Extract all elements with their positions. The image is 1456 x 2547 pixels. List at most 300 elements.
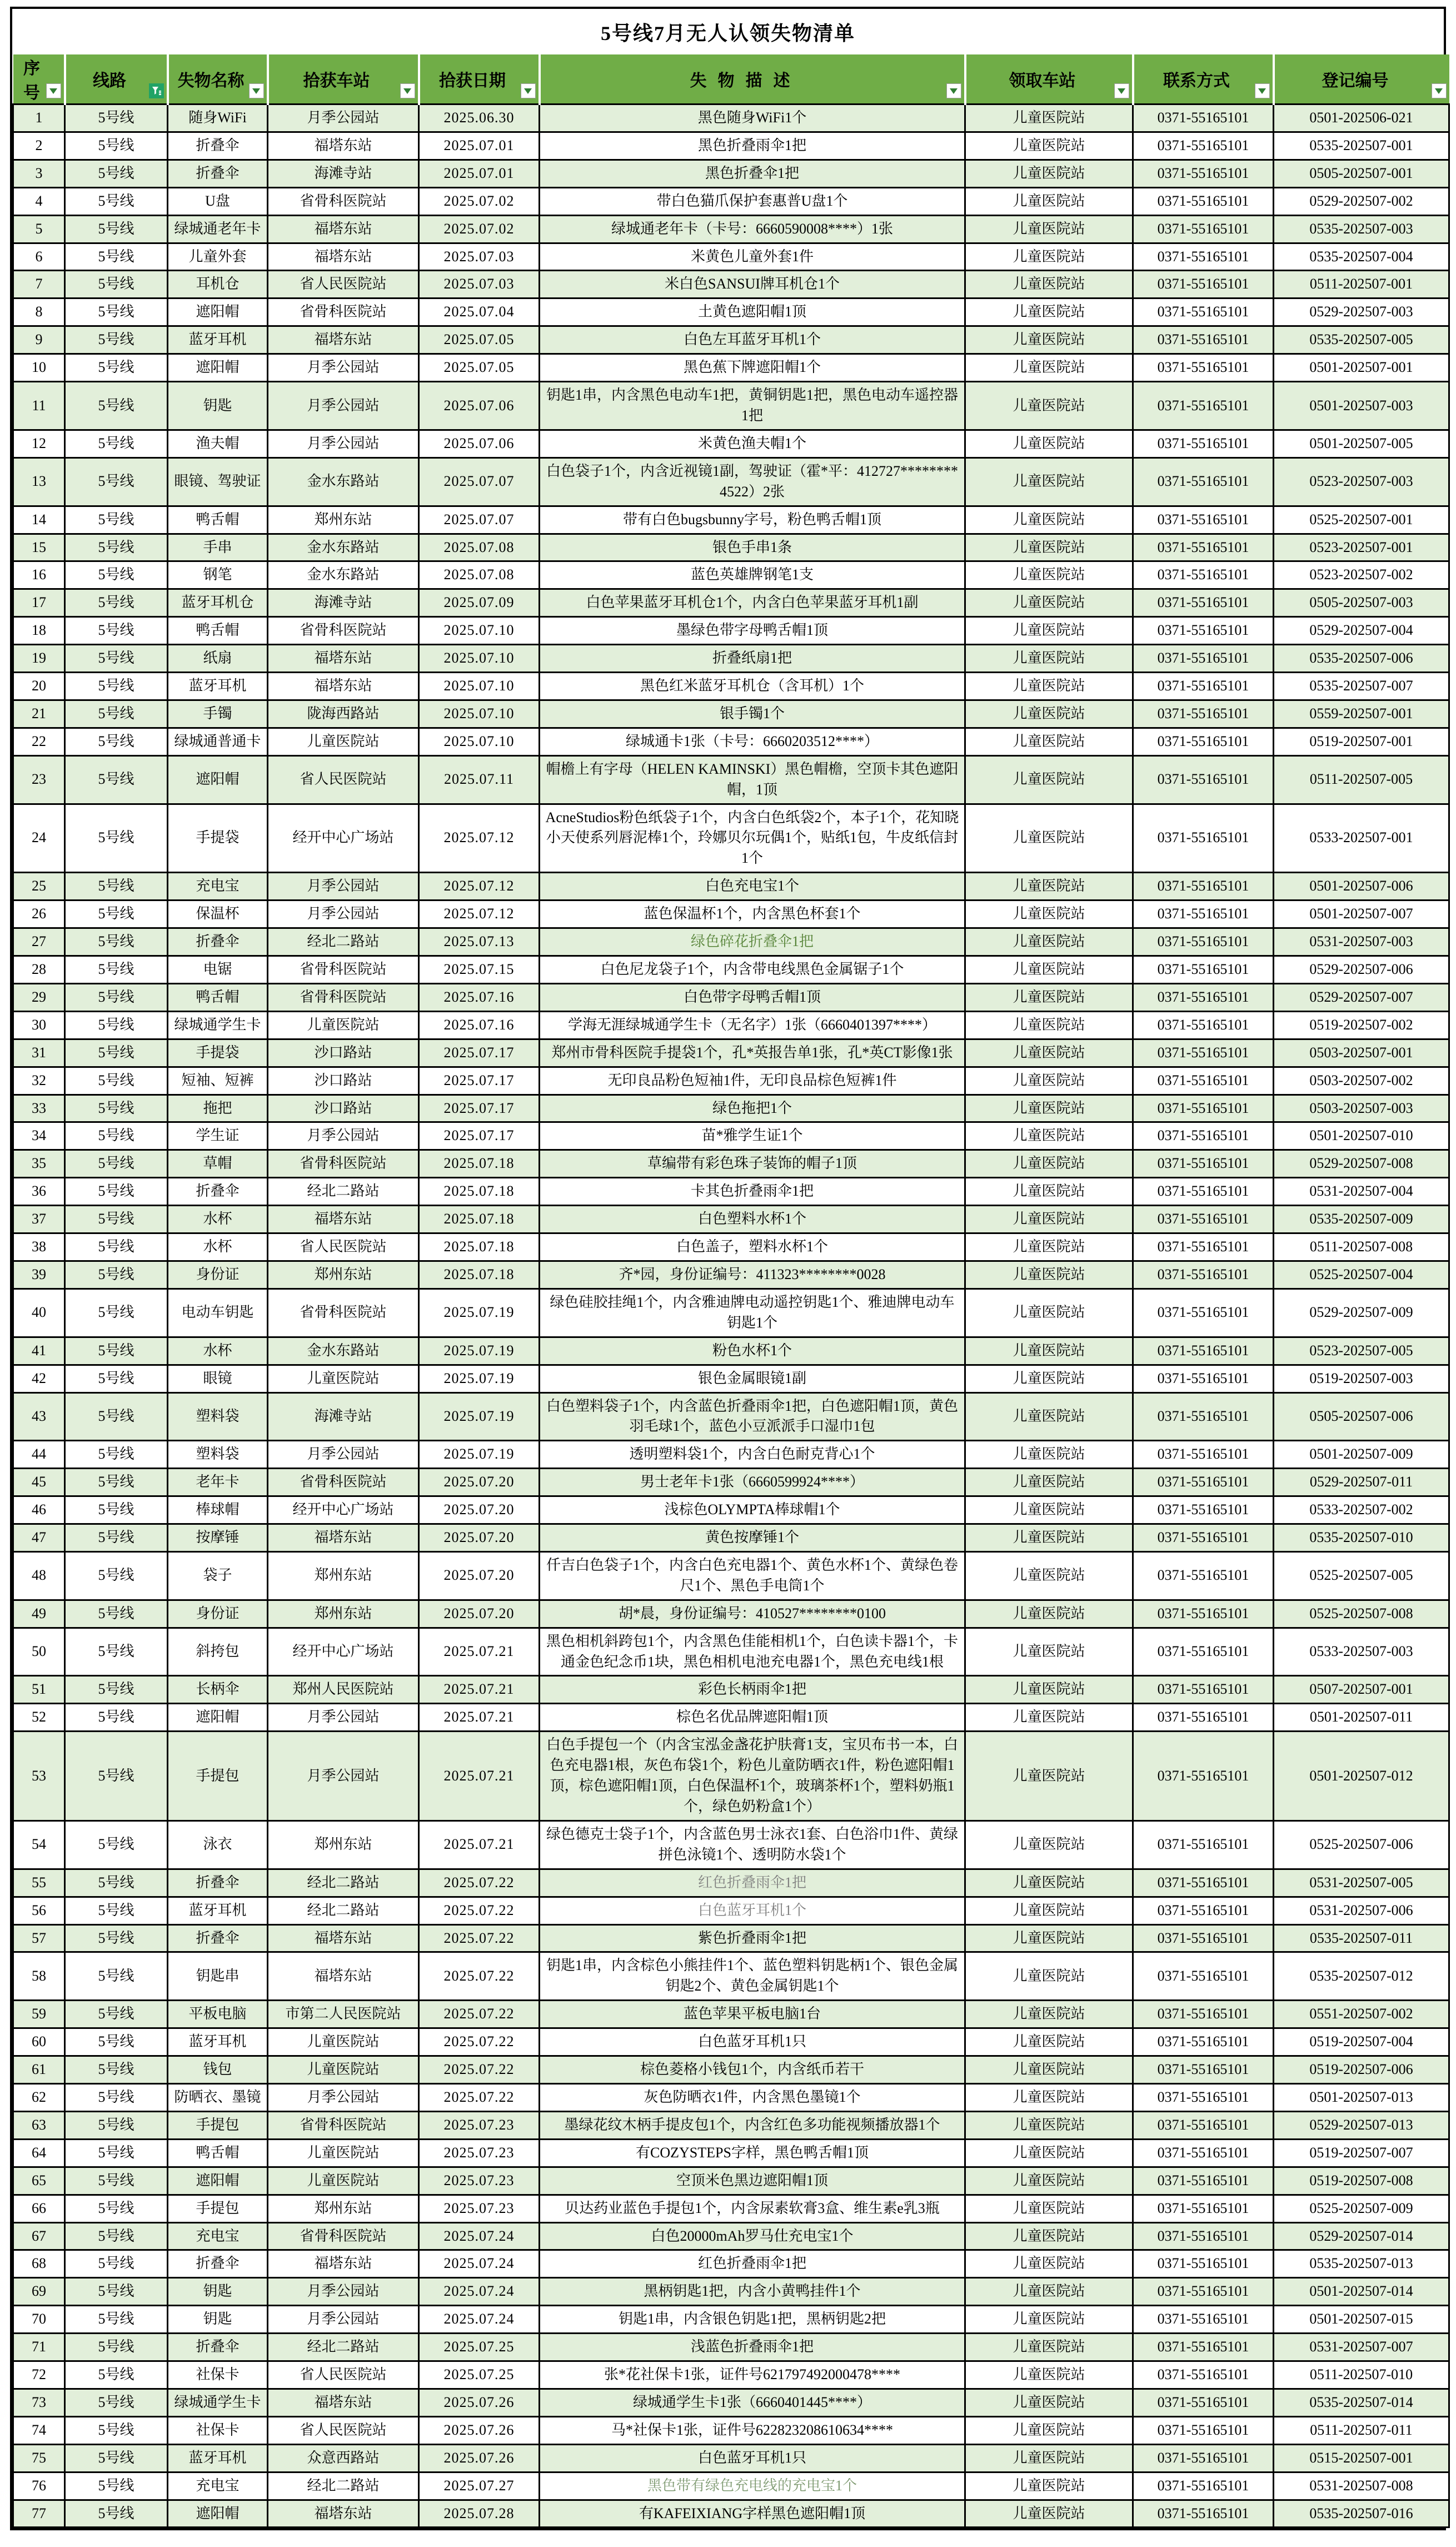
table-row <box>13 1261 1449 1289</box>
filter-dropdown-button[interactable] <box>1114 83 1129 98</box>
cell-station-found: 省骨科医院站 <box>268 1289 419 1337</box>
table-row <box>13 2389 1449 2416</box>
cell-station-found: 福塔东站 <box>268 673 419 700</box>
filter-dropdown-button[interactable] <box>249 83 264 98</box>
cell-pickup-station: 儿童医院站 <box>965 1551 1133 1600</box>
cell-contact-phone: 0371-55165101 <box>1133 534 1274 561</box>
column-header-label: 序号 <box>23 59 40 102</box>
cell-item-description: 白色带字母鸭舌帽1顶 <box>540 983 965 1011</box>
cell-serial-no: 29 <box>13 983 65 1011</box>
cell-line: 5号线 <box>65 1469 168 1496</box>
cell-serial-no: 48 <box>13 1551 65 1600</box>
table-row <box>13 589 1449 617</box>
cell-contact-phone: 0371-55165101 <box>1133 1600 1274 1628</box>
cell-contact-phone: 0371-55165101 <box>1133 2472 1274 2500</box>
table-row <box>13 1524 1449 1552</box>
cell-registration-no: 0535-202507-016 <box>1274 2500 1449 2528</box>
cell-line: 5号线 <box>65 354 168 382</box>
cell-serial-no: 4 <box>13 187 65 215</box>
cell-pickup-station: 儿童医院站 <box>965 1365 1133 1392</box>
cell-item-name: 随身WiFi <box>168 105 268 132</box>
table-row <box>13 2167 1449 2195</box>
cell-item-description: 白色20000mAh罗马仕充电宝1个 <box>540 2222 965 2250</box>
cell-pickup-station: 儿童医院站 <box>965 2278 1133 2306</box>
cell-registration-no: 0501-202507-012 <box>1274 1732 1449 1821</box>
cell-station-found: 福塔东站 <box>268 645 419 673</box>
table-row <box>13 1233 1449 1261</box>
cell-station-found: 福塔东站 <box>268 1952 419 2001</box>
cell-registration-no: 0501-202507-005 <box>1274 430 1449 457</box>
cell-pickup-station: 儿童医院站 <box>965 1206 1133 1233</box>
cell-serial-no: 77 <box>13 2500 65 2528</box>
cell-station-found: 省骨科医院站 <box>268 1150 419 1178</box>
cell-pickup-station: 儿童医院站 <box>965 673 1133 700</box>
cell-pickup-station: 儿童医院站 <box>965 700 1133 728</box>
cell-date-found: 2025.07.10 <box>419 700 540 728</box>
cell-line: 5号线 <box>65 1524 168 1552</box>
chevron-down-icon <box>1118 88 1125 94</box>
cell-contact-phone: 0371-55165101 <box>1133 1441 1274 1469</box>
cell-serial-no: 33 <box>13 1095 65 1122</box>
cell-registration-no: 0529-202507-013 <box>1274 2111 1449 2139</box>
table-row <box>13 2083 1449 2111</box>
cell-date-found: 2025.07.27 <box>419 2472 540 2500</box>
cell-item-description: 带白色猫爪保护套惠普U盘1个 <box>540 187 965 215</box>
cell-item-description: 白色塑料水杯1个 <box>540 1206 965 1233</box>
cell-item-name: 钥匙串 <box>168 1952 268 2001</box>
column-header-label: 领取车站 <box>1009 72 1076 90</box>
cell-serial-no: 24 <box>13 804 65 873</box>
cell-date-found: 2025.07.19 <box>419 1337 540 1365</box>
table-row <box>13 2334 1449 2361</box>
cell-item-name: 折叠伞 <box>168 1924 268 1952</box>
cell-date-found: 2025.07.17 <box>419 1039 540 1067</box>
cell-item-name: 眼镜、驾驶证 <box>168 457 268 506</box>
table-row <box>13 1150 1449 1178</box>
cell-date-found: 2025.07.15 <box>419 956 540 984</box>
cell-item-description: 男士老年卡1张（6660599924****） <box>540 1469 965 1496</box>
cell-pickup-station: 儿童医院站 <box>965 2334 1133 2361</box>
chevron-down-icon <box>49 88 57 94</box>
cell-item-name: 遮阳帽 <box>168 2167 268 2195</box>
cell-item-description: 绿色德克士袋子1个，内含蓝色男士泳衣1套、白色浴巾1件、黄绿拼色泳镜1个、透明防水袋1个 <box>540 1820 965 1869</box>
cell-date-found: 2025.06.30 <box>419 105 540 132</box>
cell-date-found: 2025.07.20 <box>419 1551 540 1600</box>
cell-line: 5号线 <box>65 1704 168 1732</box>
cell-date-found: 2025.07.10 <box>419 673 540 700</box>
cell-registration-no: 0501-202507-011 <box>1274 1704 1449 1732</box>
cell-contact-phone: 0371-55165101 <box>1133 804 1274 873</box>
chevron-down-icon <box>1435 88 1443 94</box>
cell-registration-no: 0501-202507-014 <box>1274 2278 1449 2306</box>
cell-line: 5号线 <box>65 1337 168 1365</box>
cell-registration-no: 0525-202507-008 <box>1274 1600 1449 1628</box>
cell-station-found: 省人民医院站 <box>268 2416 419 2444</box>
cell-line: 5号线 <box>65 901 168 928</box>
cell-contact-phone: 0371-55165101 <box>1133 1469 1274 1496</box>
cell-line: 5号线 <box>65 1551 168 1600</box>
cell-pickup-station: 儿童医院站 <box>965 956 1133 984</box>
cell-station-found: 儿童医院站 <box>268 728 419 755</box>
cell-contact-phone: 0371-55165101 <box>1133 2361 1274 2389</box>
cell-serial-no: 12 <box>13 430 65 457</box>
cell-item-description: 郑州市骨科医院手提袋1个，孔*英报告单1张，孔*英CT影像1张 <box>540 1039 965 1067</box>
table-row <box>13 804 1449 873</box>
cell-station-found: 郑州东站 <box>268 1820 419 1869</box>
cell-contact-phone: 0371-55165101 <box>1133 1337 1274 1365</box>
cell-registration-no: 0523-202507-005 <box>1274 1337 1449 1365</box>
cell-contact-phone: 0371-55165101 <box>1133 673 1274 700</box>
cell-station-found: 省骨科医院站 <box>268 2222 419 2250</box>
cell-item-description: 红色折叠雨伞1把 <box>540 1869 965 1897</box>
table-row <box>13 299 1449 326</box>
table-row <box>13 1441 1449 1469</box>
chevron-down-icon <box>403 88 411 94</box>
cell-serial-no: 53 <box>13 1732 65 1821</box>
filter-dropdown-button[interactable] <box>46 83 61 98</box>
cell-station-found: 月季公园站 <box>268 2083 419 2111</box>
cell-pickup-station: 儿童医院站 <box>965 645 1133 673</box>
cell-pickup-station: 儿童医院站 <box>965 187 1133 215</box>
cell-item-description: 米黄色渔夫帽1个 <box>540 430 965 457</box>
cell-item-name: 儿童外套 <box>168 243 268 271</box>
cell-item-description: 白色左耳蓝牙耳机1个 <box>540 326 965 354</box>
cell-line: 5号线 <box>65 1869 168 1897</box>
cell-registration-no: 0533-202507-003 <box>1274 1628 1449 1676</box>
cell-registration-no: 0501-202507-010 <box>1274 1122 1449 1150</box>
cell-line: 5号线 <box>65 1676 168 1704</box>
cell-item-description: 黑色折叠雨伞1把 <box>540 132 965 160</box>
cell-date-found: 2025.07.19 <box>419 1365 540 1392</box>
cell-pickup-station: 儿童医院站 <box>965 1524 1133 1552</box>
cell-contact-phone: 0371-55165101 <box>1133 561 1274 589</box>
cell-serial-no: 56 <box>13 1897 65 1924</box>
cell-serial-no: 35 <box>13 1150 65 1178</box>
cell-line: 5号线 <box>65 700 168 728</box>
table-row <box>13 755 1449 804</box>
table-row <box>13 1178 1449 1206</box>
cell-item-name: 蓝牙耳机 <box>168 326 268 354</box>
cell-contact-phone: 0371-55165101 <box>1133 1233 1274 1261</box>
cell-station-found: 月季公园站 <box>268 382 419 430</box>
cell-registration-no: 0501-202507-003 <box>1274 382 1449 430</box>
cell-registration-no: 0511-202507-001 <box>1274 271 1449 299</box>
cell-date-found: 2025.07.01 <box>419 160 540 187</box>
cell-registration-no: 0511-202507-010 <box>1274 2361 1449 2389</box>
cell-date-found: 2025.07.22 <box>419 2028 540 2056</box>
cell-station-found: 月季公园站 <box>268 1441 419 1469</box>
column-header-label: 联系方式 <box>1163 72 1230 90</box>
cell-contact-phone: 0371-55165101 <box>1133 2001 1274 2028</box>
cell-item-name: 遮阳帽 <box>168 1704 268 1732</box>
filter-dropdown-button[interactable] <box>521 83 536 98</box>
cell-date-found: 2025.07.21 <box>419 1732 540 1821</box>
title-row <box>12 9 1444 54</box>
table-row <box>13 187 1449 215</box>
cell-pickup-station: 儿童医院站 <box>965 1122 1133 1150</box>
cell-pickup-station: 儿童医院站 <box>965 160 1133 187</box>
cell-item-name: 手提包 <box>168 2195 268 2222</box>
cell-registration-no: 0501-202507-015 <box>1274 2306 1449 2334</box>
cell-item-description: 有COZYSTEPS字样，黑色鸭舌帽1顶 <box>540 2139 965 2167</box>
cell-contact-phone: 0371-55165101 <box>1133 2111 1274 2139</box>
cell-contact-phone: 0371-55165101 <box>1133 2028 1274 2056</box>
table-row <box>13 873 1449 901</box>
cell-date-found: 2025.07.26 <box>419 2416 540 2444</box>
cell-registration-no: 0535-202507-014 <box>1274 2389 1449 2416</box>
cell-serial-no: 2 <box>13 132 65 160</box>
cell-pickup-station: 儿童医院站 <box>965 506 1133 534</box>
cell-line: 5号线 <box>65 1261 168 1289</box>
cell-registration-no: 0535-202507-010 <box>1274 1524 1449 1552</box>
table-row <box>13 1122 1449 1150</box>
cell-serial-no: 40 <box>13 1289 65 1337</box>
cell-date-found: 2025.07.20 <box>419 1524 540 1552</box>
cell-serial-no: 70 <box>13 2306 65 2334</box>
cell-serial-no: 61 <box>13 2056 65 2084</box>
cell-date-found: 2025.07.04 <box>419 299 540 326</box>
cell-station-found: 陇海西路站 <box>268 700 419 728</box>
cell-contact-phone: 0371-55165101 <box>1133 2167 1274 2195</box>
cell-date-found: 2025.07.17 <box>419 1067 540 1095</box>
page-title: 5号线7月无人认领失物清单 <box>600 22 855 44</box>
table-header <box>13 54 1449 105</box>
cell-serial-no: 55 <box>13 1869 65 1897</box>
cell-pickup-station: 儿童医院站 <box>965 1469 1133 1496</box>
cell-station-found: 经开中心广场站 <box>268 1496 419 1524</box>
cell-station-found: 经开中心广场站 <box>268 804 419 873</box>
cell-item-description: 黑柄钥匙1把，内含小黄鸭挂件1个 <box>540 2278 965 2306</box>
cell-item-description: 银手镯1个 <box>540 700 965 728</box>
cell-registration-no: 0519-202507-006 <box>1274 2056 1449 2084</box>
cell-line: 5号线 <box>65 2416 168 2444</box>
cell-pickup-station: 儿童医院站 <box>965 901 1133 928</box>
cell-station-found: 经北二路站 <box>268 1178 419 1206</box>
lost-items-table <box>12 54 1450 2528</box>
cell-contact-phone: 0371-55165101 <box>1133 1067 1274 1095</box>
cell-contact-phone: 0371-55165101 <box>1133 2222 1274 2250</box>
active-filter-button[interactable] <box>149 83 164 98</box>
cell-item-name: 蓝牙耳机 <box>168 2028 268 2056</box>
cell-pickup-station: 儿童医院站 <box>965 755 1133 804</box>
cell-contact-phone: 0371-55165101 <box>1133 2334 1274 2361</box>
cell-line: 5号线 <box>65 187 168 215</box>
cell-item-description: 米黄色儿童外套1件 <box>540 243 965 271</box>
cell-item-name: 身份证 <box>168 1261 268 1289</box>
cell-line: 5号线 <box>65 2444 168 2472</box>
table-row <box>13 1011 1449 1039</box>
cell-pickup-station: 儿童医院站 <box>965 1897 1133 1924</box>
cell-date-found: 2025.07.06 <box>419 430 540 457</box>
column-header-label: 失物描述 <box>690 72 801 90</box>
cell-date-found: 2025.07.22 <box>419 1952 540 2001</box>
cell-station-found: 海滩寺站 <box>268 160 419 187</box>
column-header-label: 拾获车站 <box>303 72 370 90</box>
table-row <box>13 561 1449 589</box>
cell-registration-no: 0535-202507-012 <box>1274 1952 1449 2001</box>
cell-station-found: 郑州东站 <box>268 506 419 534</box>
cell-item-description: 白色手提包一个（内含宝泓金盏花护肤膏1支，宝贝布书一本，白色充电器1根，灰色布袋1个，粉色儿童防晒衣1件，粉色遮阳帽1顶，棕色遮阳帽1顶，白色保温杯1个，玻璃茶杯1个，塑料奶瓶1个，绿色奶粉盒1个） <box>540 1732 965 1821</box>
cell-station-found: 市第二人民医院站 <box>268 2001 419 2028</box>
cell-line: 5号线 <box>65 430 168 457</box>
cell-date-found: 2025.07.09 <box>419 589 540 617</box>
cell-contact-phone: 0371-55165101 <box>1133 1952 1274 2001</box>
cell-item-description: 白色蓝牙耳机1只 <box>540 2028 965 2056</box>
cell-date-found: 2025.07.22 <box>419 2056 540 2084</box>
cell-item-name: 钱包 <box>168 2056 268 2084</box>
cell-serial-no: 63 <box>13 2111 65 2139</box>
cell-pickup-station: 儿童医院站 <box>965 1095 1133 1122</box>
cell-registration-no: 0529-202507-006 <box>1274 956 1449 984</box>
table-row <box>13 1551 1449 1600</box>
cell-date-found: 2025.07.18 <box>419 1233 540 1261</box>
cell-pickup-station: 儿童医院站 <box>965 1869 1133 1897</box>
cell-station-found: 儿童医院站 <box>268 1365 419 1392</box>
cell-serial-no: 17 <box>13 589 65 617</box>
cell-contact-phone: 0371-55165101 <box>1133 1524 1274 1552</box>
cell-serial-no: 36 <box>13 1178 65 1206</box>
cell-contact-phone: 0371-55165101 <box>1133 1392 1274 1441</box>
cell-line: 5号线 <box>65 928 168 956</box>
cell-date-found: 2025.07.22 <box>419 1924 540 1952</box>
cell-pickup-station: 儿童医院站 <box>965 983 1133 1011</box>
cell-serial-no: 59 <box>13 2001 65 2028</box>
cell-line: 5号线 <box>65 1820 168 1869</box>
cell-line: 5号线 <box>65 271 168 299</box>
cell-line: 5号线 <box>65 2472 168 2500</box>
cell-item-description: 折叠纸扇1把 <box>540 645 965 673</box>
filter-dropdown-button[interactable] <box>1255 83 1270 98</box>
cell-contact-phone: 0371-55165101 <box>1133 354 1274 382</box>
column-header <box>13 54 65 105</box>
cell-item-description: 绿城通卡1张（卡号：6660203512****） <box>540 728 965 755</box>
cell-item-name: 老年卡 <box>168 1469 268 1496</box>
cell-date-found: 2025.07.26 <box>419 2444 540 2472</box>
cell-item-description: 白色塑料袋子1个，内含蓝色折叠雨伞1把，白色遮阳帽1顶，黄色羽毛球1个，蓝色小豆派派手口湿巾1包 <box>540 1392 965 1441</box>
cell-item-name: 绿城通普通卡 <box>168 728 268 755</box>
cell-line: 5号线 <box>65 1011 168 1039</box>
filter-dropdown-button[interactable] <box>400 83 415 98</box>
cell-contact-phone: 0371-55165101 <box>1133 1178 1274 1206</box>
cell-item-name: 遮阳帽 <box>168 299 268 326</box>
cell-registration-no: 0501-202507-007 <box>1274 901 1449 928</box>
cell-date-found: 2025.07.23 <box>419 2167 540 2195</box>
cell-serial-no: 64 <box>13 2139 65 2167</box>
cell-date-found: 2025.07.02 <box>419 215 540 243</box>
table-row <box>13 617 1449 645</box>
cell-pickup-station: 儿童医院站 <box>965 1496 1133 1524</box>
cell-serial-no: 42 <box>13 1365 65 1392</box>
cell-serial-no: 60 <box>13 2028 65 2056</box>
cell-serial-no: 66 <box>13 2195 65 2222</box>
table-row <box>13 2001 1449 2028</box>
cell-item-description: 墨绿色带字母鸭舌帽1顶 <box>540 617 965 645</box>
cell-serial-no: 5 <box>13 215 65 243</box>
cell-line: 5号线 <box>65 160 168 187</box>
cell-item-name: 钢笔 <box>168 561 268 589</box>
cell-item-description: 苗*雅学生证1个 <box>540 1122 965 1150</box>
cell-serial-no: 22 <box>13 728 65 755</box>
cell-pickup-station: 儿童医院站 <box>965 2111 1133 2139</box>
cell-serial-no: 43 <box>13 1392 65 1441</box>
cell-pickup-station: 儿童医院站 <box>965 2416 1133 2444</box>
cell-item-name: 蓝牙耳机 <box>168 1897 268 1924</box>
cell-registration-no: 0531-202507-004 <box>1274 1178 1449 1206</box>
chevron-down-icon <box>524 88 532 94</box>
cell-station-found: 省骨科医院站 <box>268 983 419 1011</box>
cell-station-found: 福塔东站 <box>268 1524 419 1552</box>
cell-line: 5号线 <box>65 1067 168 1095</box>
cell-registration-no: 0525-202507-006 <box>1274 1820 1449 1869</box>
cell-contact-phone: 0371-55165101 <box>1133 506 1274 534</box>
cell-line: 5号线 <box>65 1952 168 2001</box>
cell-station-found: 经北二路站 <box>268 2334 419 2361</box>
cell-contact-phone: 0371-55165101 <box>1133 956 1274 984</box>
cell-line: 5号线 <box>65 2139 168 2167</box>
cell-line: 5号线 <box>65 2361 168 2389</box>
cell-registration-no: 0525-202507-001 <box>1274 506 1449 534</box>
cell-line: 5号线 <box>65 804 168 873</box>
table-row <box>13 215 1449 243</box>
cell-item-description: 绿城通学生卡1张（6660401445****） <box>540 2389 965 2416</box>
filter-dropdown-button[interactable] <box>1432 83 1447 98</box>
table-row <box>13 1600 1449 1628</box>
table-row <box>13 2472 1449 2500</box>
cell-serial-no: 30 <box>13 1011 65 1039</box>
cell-item-name: 棒球帽 <box>168 1496 268 1524</box>
cell-pickup-station: 儿童医院站 <box>965 271 1133 299</box>
filter-dropdown-button[interactable] <box>946 83 961 98</box>
table-row <box>13 2278 1449 2306</box>
cell-station-found: 福塔东站 <box>268 326 419 354</box>
cell-item-description: 黑色红米蓝牙耳机仓（含耳机）1个 <box>540 673 965 700</box>
cell-line: 5号线 <box>65 215 168 243</box>
cell-pickup-station: 儿童医院站 <box>965 804 1133 873</box>
cell-serial-no: 18 <box>13 617 65 645</box>
cell-item-name: 折叠伞 <box>168 928 268 956</box>
cell-contact-phone: 0371-55165101 <box>1133 2500 1274 2528</box>
cell-date-found: 2025.07.19 <box>419 1289 540 1337</box>
chevron-down-icon <box>1258 88 1266 94</box>
cell-station-found: 月季公园站 <box>268 1732 419 1821</box>
cell-line: 5号线 <box>65 2278 168 2306</box>
cell-date-found: 2025.07.10 <box>419 728 540 755</box>
table-row <box>13 1095 1449 1122</box>
cell-pickup-station: 儿童医院站 <box>965 1337 1133 1365</box>
cell-line: 5号线 <box>65 1039 168 1067</box>
cell-item-description: 有KAFEIXIANG字样黑色遮阳帽1顶 <box>540 2500 965 2528</box>
cell-pickup-station: 儿童医院站 <box>965 1732 1133 1821</box>
cell-date-found: 2025.07.18 <box>419 1261 540 1289</box>
cell-item-name: 手提袋 <box>168 804 268 873</box>
table-row <box>13 1067 1449 1095</box>
cell-registration-no: 0501-202506-021 <box>1274 105 1449 132</box>
cell-line: 5号线 <box>65 617 168 645</box>
cell-pickup-station: 儿童医院站 <box>965 1011 1133 1039</box>
cell-line: 5号线 <box>65 1732 168 1821</box>
cell-date-found: 2025.07.21 <box>419 1820 540 1869</box>
cell-item-name: 折叠伞 <box>168 1178 268 1206</box>
cell-pickup-station: 儿童医院站 <box>965 873 1133 901</box>
cell-item-name: 水杯 <box>168 1206 268 1233</box>
column-header-label: 登记编号 <box>1322 72 1389 90</box>
cell-item-description: 钥匙1串，内含棕色小熊挂件1个、蓝色塑料钥匙柄1个、银色金属钥匙2个、黄色金属钥匙1个 <box>540 1952 965 2001</box>
cell-line: 5号线 <box>65 2083 168 2111</box>
cell-date-found: 2025.07.03 <box>419 271 540 299</box>
cell-serial-no: 72 <box>13 2361 65 2389</box>
cell-contact-phone: 0371-55165101 <box>1133 2416 1274 2444</box>
cell-date-found: 2025.07.16 <box>419 1011 540 1039</box>
